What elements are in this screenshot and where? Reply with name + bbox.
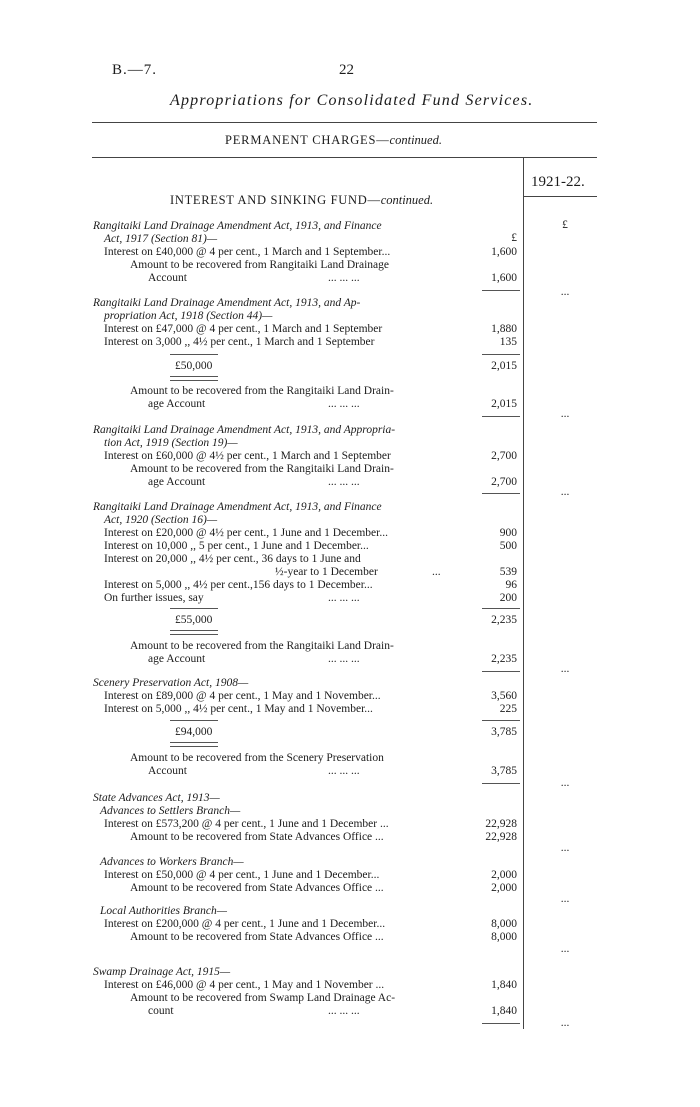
amount: 900 [499,527,517,539]
total-amount: 8,000 [491,931,517,943]
interest-line: Interest on £50,000 @ 4 per cent., 1 June and 1 December... [104,869,380,881]
leader-dots: ... ... ... [328,398,360,410]
amount: 1,600 [491,246,517,258]
amount: 2,000 [491,869,517,881]
total-rule [482,1023,520,1024]
recovery-line: Amount to be recovered from State Advances Office ... [130,931,384,943]
subtitle-rule [92,157,597,158]
heading: State Advances Act, 1913— [93,792,220,804]
heading: Rangitaiki Land Drainage Amendment Act, 1913, and Ap- [93,297,361,309]
currency-symbol: £ [562,219,568,231]
subtotal-amount: 2,015 [491,360,517,372]
recovery-line: Amount to be recovered from State Advances Office ... [130,831,384,843]
subtotal-amount: 2,235 [491,614,517,626]
leader-dots: ... ... ... [328,1005,360,1017]
total-amount: 1,600 [491,272,517,284]
amount: 3,560 [491,690,517,702]
total-amount: 1,840 [491,1005,517,1017]
interest-line: Interest on £46,000 @ 4 per cent., 1 May and 1 November ... [104,979,385,991]
year-column-value: ... [560,943,570,955]
interest-line: Interest on 10,000 ,, 5 per cent., 1 June and 1 December... [104,540,369,552]
total-rule [482,671,520,672]
total-amount: 2,235 [491,653,517,665]
page-number: 22 [339,62,354,78]
recovery-line: age Account [148,476,206,488]
heading: Swamp Drainage Act, 1915— [93,966,231,978]
year-header-rule [523,196,597,197]
principal-total: £50,000 [175,360,213,372]
amount: 225 [499,703,517,715]
subtitle: PERMANENT CHARGES—continued. [225,133,442,147]
recovery-line: age Account [148,398,206,410]
year-column-value: ... [560,486,570,498]
heading: tion Act, 1919 (Section 19)— [104,437,238,449]
interest-line: Interest on 5,000 ,, 4½ per cent., 1 May and 1 November... [104,703,373,715]
currency-symbol: £ [511,232,517,244]
amount: 539 [499,566,517,578]
recovery-line: age Account [148,653,206,665]
column-divider-left [523,157,524,1029]
total-amount: 2,700 [491,476,517,488]
interest-line: Interest on £573,200 @ 4 per cent., 1 June and 1 December ... [104,818,389,830]
amount: 96 [505,579,517,591]
heading: Act, 1917 (Section 81)— [104,233,218,245]
subtotal-rule [482,354,520,355]
recovery-line: count [148,1005,174,1017]
leader-dots: ... ... ... [328,476,360,488]
amount: 1,840 [491,979,517,991]
subheading: Advances to Settlers Branch— [100,805,241,817]
year-column-value: ... [560,408,570,420]
principal-total: £94,000 [175,726,213,738]
year-column-value: ... [560,893,570,905]
interest-line: Interest on 20,000 ,, 4½ per cent., 36 days to 1 June and [104,553,361,565]
recovery-line: Amount to be recovered from the Rangitaiki Land Drain- [130,640,394,652]
interest-line: Interest on £47,000 @ 4 per cent., 1 March and 1 September [104,323,383,335]
recovery-line: Account [148,765,187,777]
recovery-line: Amount to be recovered from Rangitaiki Land Drainage [130,259,389,271]
interest-line: Interest on 5,000 ,, 4½ per cent.,156 days to 1 December... [104,579,373,591]
year-column-value: ... [560,842,570,854]
total-rule [482,290,520,291]
year-header: 1921-22. [531,174,585,190]
further-issues-line: On further issues, say [104,592,204,604]
amount: 1,880 [491,323,517,335]
recovery-line: Amount to be recovered from State Advances Office ... [130,882,384,894]
amount: 8,000 [491,918,517,930]
title-rule [92,122,597,123]
total-rule [482,416,520,417]
total-amount: 22,928 [485,831,517,843]
heading: Rangitaiki Land Drainage Amendment Act, 1913, and Appropria- [93,424,396,436]
recovery-line: Amount to be recovered from the Scenery Preservation [130,752,384,764]
interest-line: Interest on £200,000 @ 4 per cent., 1 June and 1 December... [104,918,386,930]
principal-rule [170,354,218,355]
amount: 200 [499,592,517,604]
page-title: Appropriations for Consolidated Fund Services. [170,92,534,109]
recovery-line: Amount to be recovered from the Rangitaiki Land Drain- [130,463,394,475]
recovery-line: Account [148,272,187,284]
interest-line: Interest on £40,000 @ 4 per cent., 1 March and 1 September... [104,246,391,258]
subheading: Advances to Workers Branch— [100,856,244,868]
amount: 22,928 [485,818,517,830]
heading: Scenery Preservation Act, 1908— [93,677,249,689]
interest-line: Interest on £89,000 @ 4 per cent., 1 May and 1 November... [104,690,381,702]
total-amount: 2,015 [491,398,517,410]
interest-line-continuation: ½-year to 1 December [275,566,378,578]
year-column-value: ... [560,663,570,675]
year-column-value: ... [560,286,570,298]
year-column-value: ... [560,1017,570,1029]
interest-line: Interest on £20,000 @ 4½ per cent., 1 June and 1 December... [104,527,388,539]
section-heading: INTEREST AND SINKING FUND—continued. [170,193,434,207]
principal-rule [170,720,218,721]
total-amount: 3,785 [491,765,517,777]
total-rule [482,493,520,494]
heading: Act, 1920 (Section 16)— [104,514,218,526]
principal-double-rule [170,742,218,747]
subheading: Local Authorities Branch— [100,905,227,917]
principal-double-rule [170,630,218,635]
recovery-line: Amount to be recovered from Swamp Land Drainage Ac- [130,992,396,1004]
year-column-value: ... [560,777,570,789]
interest-line: Interest on 3,000 ,, 4½ per cent., 1 March and 1 September [104,336,375,348]
leader-dots: ... ... ... [328,765,360,777]
amount: 2,700 [491,450,517,462]
total-rule [482,783,520,784]
amount: 135 [499,336,517,348]
principal-rule [170,608,218,609]
leader-dots: ... ... ... [328,653,360,665]
leader-dots: ... [432,566,441,578]
subtotal-rule [482,720,520,721]
recovery-line: Amount to be recovered from the Rangitaiki Land Drain- [130,385,394,397]
interest-line: Interest on £60,000 @ 4½ per cent., 1 March and 1 September [104,450,391,462]
document-reference: B.—7. [112,62,158,78]
principal-double-rule [170,376,218,381]
subtotal-amount: 3,785 [491,726,517,738]
heading: propriation Act, 1918 (Section 44)— [104,310,273,322]
subtotal-rule [482,608,520,609]
amount: 500 [499,540,517,552]
leader-dots: ... ... ... [328,272,360,284]
heading: Rangitaiki Land Drainage Amendment Act, 1913, and Finance [93,501,382,513]
leader-dots: ... ... ... [328,592,360,604]
total-amount: 2,000 [491,882,517,894]
principal-total: £55,000 [175,614,213,626]
heading: Rangitaiki Land Drainage Amendment Act, 1913, and Finance [93,220,382,232]
